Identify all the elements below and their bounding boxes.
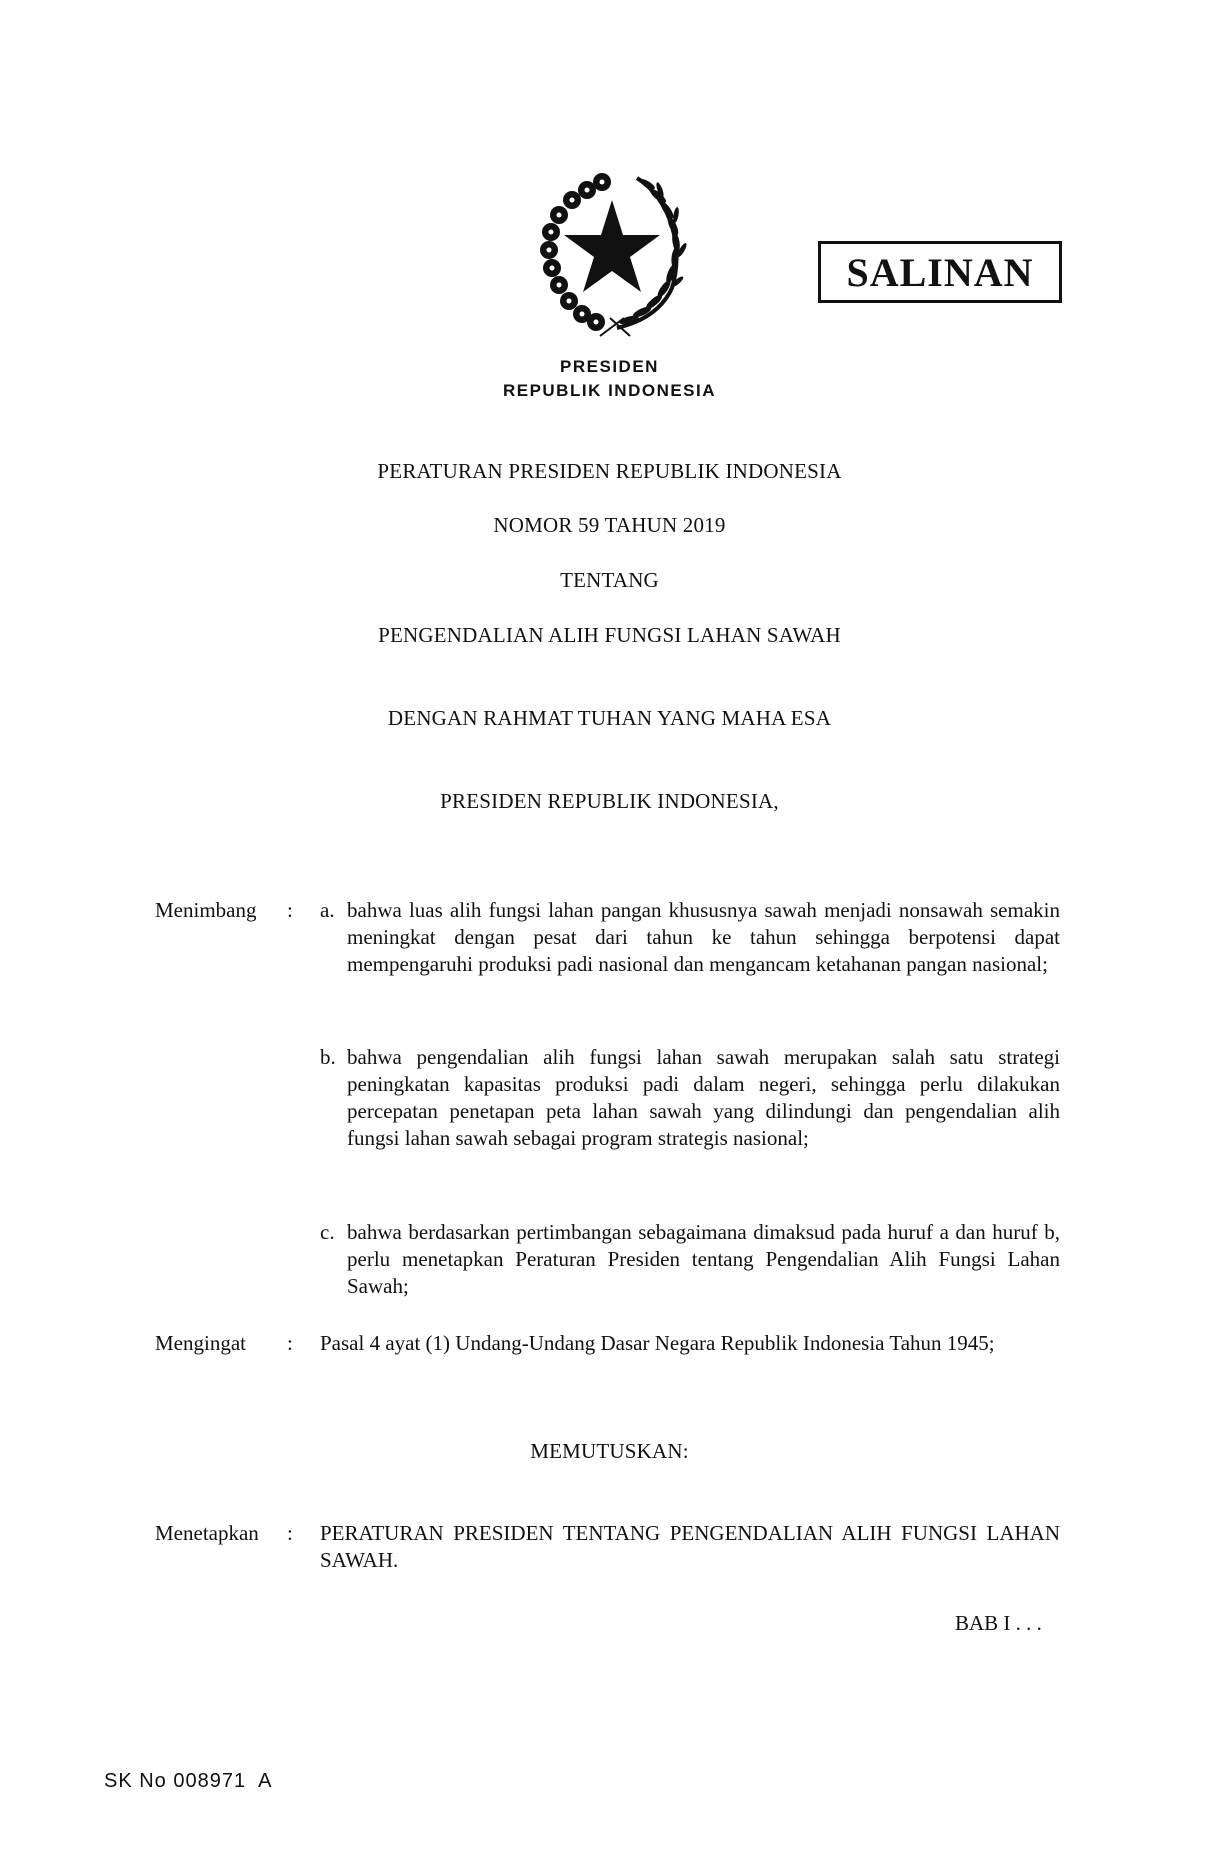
- regulation-number: NOMOR 59 TAHUN 2019: [493, 513, 726, 537]
- next-page-marker: BAB I . . .: [955, 1611, 1042, 1635]
- regulation-title: PERATURAN PRESIDEN REPUBLIK INDONESIA: [377, 459, 842, 483]
- invocation: DENGAN RAHMAT TUHAN YANG MAHA ESA: [387, 706, 832, 730]
- regulation-subject: PENGENDALIAN ALIH FUNGSI LAHAN SAWAH: [378, 623, 841, 647]
- menetapkan-colon: :: [287, 1521, 293, 1545]
- menimbang-colon: :: [287, 898, 293, 922]
- menimbang-item-a-text: bahwa luas alih fungsi lahan pangan khususnya sawah menjadi nonsawah semakin meningkat dengan pesat dari tahun ke tahun sehingga berpotensi dapat mempengaruhi produksi padi nasional dan mengancam ketahanan pangan nasional;: [347, 898, 1060, 976]
- salinan-stamp: [818, 241, 1062, 303]
- letterhead-line-republik: REPUBLIK INDONESIA: [502, 381, 717, 400]
- mengingat-text: Pasal 4 ayat (1) Undang-Undang Dasar Negara Republik Indonesia Tahun 1945;: [320, 1331, 995, 1355]
- menimbang-label: Menimbang: [155, 898, 257, 922]
- presidential-emblem-icon: [532, 170, 694, 338]
- menimbang-item-b-text: bahwa pengendalian alih fungsi lahan sawah merupakan salah satu strategi peningkatan kapasitas produksi padi dalam negeri, sehingga perlu dilakukan percepatan penetapan peta lahan sawah yang dilindungi dan pengendalian alih fungsi lahan sawah sebagai program strategis nasional;: [347, 1045, 1060, 1150]
- mengingat-colon: :: [287, 1331, 293, 1355]
- menimbang-item-c-letter: c.: [320, 1220, 335, 1244]
- document-serial-code: SK No 008971 A: [104, 1770, 273, 1792]
- mengingat-label: Mengingat: [155, 1331, 246, 1355]
- menimbang-item-a-letter: a.: [320, 898, 335, 922]
- menetapkan-label: Menetapkan: [155, 1521, 259, 1545]
- regulation-tentang: TENTANG: [560, 568, 659, 592]
- mengingat-section: [0, 1330, 1219, 1390]
- menimbang-item-c-text: bahwa berdasarkan pertimbangan sebagaimana dimaksud pada huruf a dan huruf b, perlu menetapkan Peraturan Presiden tentang Pengendalian Alih Fungsi Lahan Sawah;: [347, 1220, 1060, 1298]
- menimbang-item-b-letter: b.: [320, 1045, 336, 1069]
- menetapkan-text: PERATURAN PRESIDEN TENTANG PENGENDALIAN ALIH FUNGSI LAHAN SAWAH.: [320, 1521, 1060, 1572]
- memutuskan-heading: MEMUTUSKAN:: [530, 1439, 689, 1463]
- letterhead-line-presiden: PRESIDEN: [560, 357, 659, 376]
- menimbang-section: [0, 897, 1219, 1327]
- salinan-stamp-label: SALINAN: [846, 249, 1034, 295]
- menetapkan-section: [0, 1520, 1219, 1580]
- issuer: PRESIDEN REPUBLIK INDONESIA,: [440, 789, 779, 813]
